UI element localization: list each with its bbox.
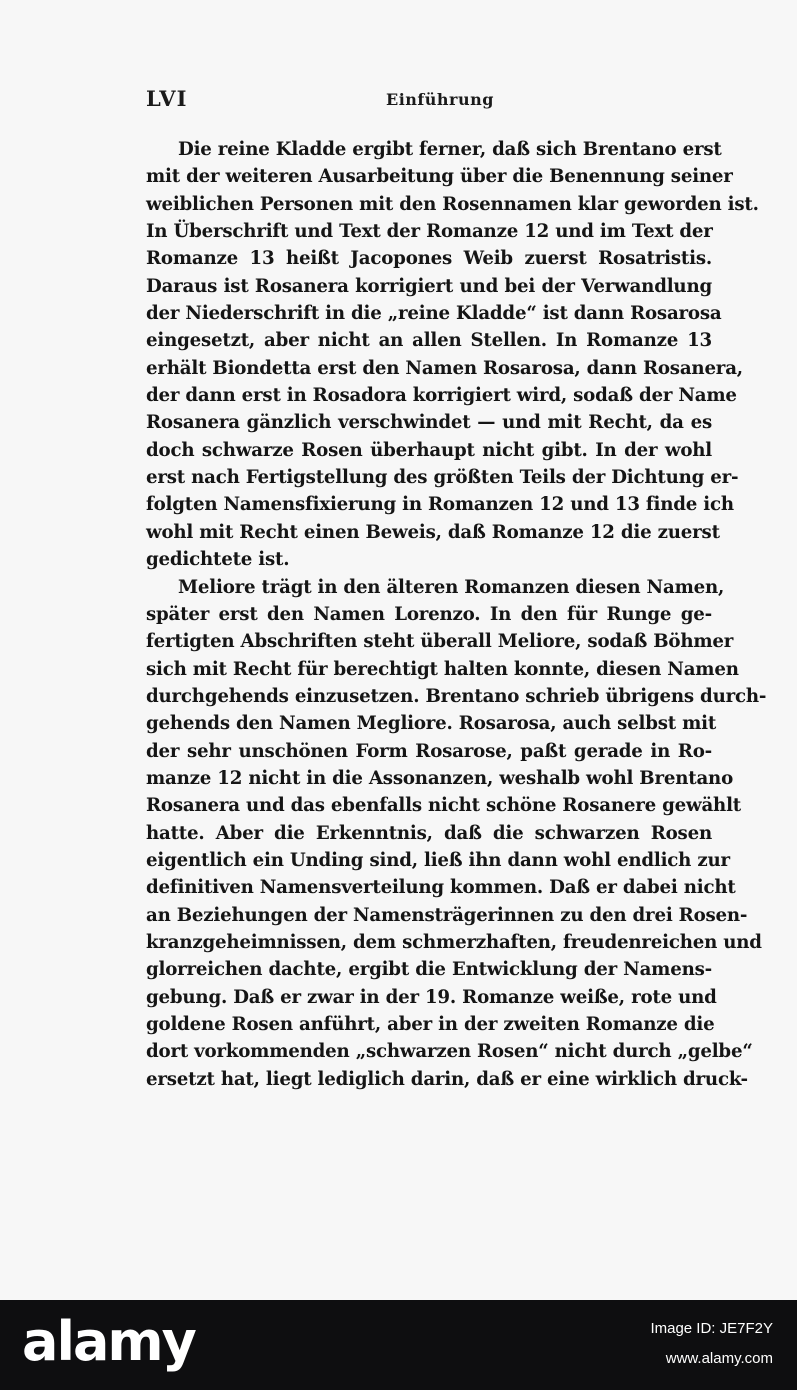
text-line: an Beziehungen der Namensträgerinnen zu den drei Rosen- (146, 904, 748, 926)
text-line: hatte. Aber die Erkenntnis, daß die schwarzen Rosen (146, 822, 712, 844)
banner-url: www.alamy.com (665, 1350, 773, 1367)
text-line: wohl mit Recht einen Beweis, daß Romanze 12 die zuerst (146, 521, 720, 543)
running-head (146, 86, 706, 116)
text-line: gebung. Daß er zwar in der 19. Romanze weiße, rote und (146, 986, 717, 1008)
text-line: manze 12 nicht in die Assonanzen, weshalb wohl Brentano (146, 767, 733, 789)
text-line: später erst den Namen Lorenzo. In den für Runge ge- (146, 603, 712, 625)
alamy-logo: alamy (22, 1310, 195, 1373)
watermark-banner (0, 1300, 797, 1390)
text-line: Daraus ist Rosanera korrigiert und bei der Verwandlung (146, 275, 712, 297)
text-line: erhält Biondetta erst den Namen Rosarosa, dann Rosanera, (146, 357, 743, 379)
paragraph (146, 136, 759, 574)
text-line: doch schwarze Rosen überhaupt nicht gibt. In der wohl (146, 439, 712, 461)
text-line: Die reine Kladde ergibt ferner, daß sich Brentano erst (178, 139, 722, 160)
text-line: Rosanera gänzlich verschwindet — und mit Recht, da es (146, 412, 712, 434)
text-line: der Niederschrift in die „reine Kladde“ ist dann Rosarosa (146, 303, 722, 325)
text-line: kranzgeheimnissen, dem schmerzhaften, freudenreichen und (146, 931, 762, 953)
text-line: ersetzt hat, liegt lediglich darin, daß er eine wirklich druck- (146, 1068, 748, 1090)
text-line: sich mit Recht für berechtigt halten konnte, diesen Namen (146, 658, 739, 680)
text-line: mit der weiteren Ausarbeitung über die Benennung seiner (146, 166, 733, 188)
body-text (146, 136, 767, 1093)
page-number: LVI (146, 86, 188, 111)
text-line: weiblichen Personen mit den Rosennamen klar geworden ist. (146, 193, 759, 215)
text-line: gehends den Namen Megliore. Rosarosa, auch selbst mit (146, 713, 717, 735)
text-line: der sehr unschönen Form Rosarose, paßt gerade in Ro- (146, 740, 712, 762)
text-line: folgten Namensfixierung in Romanzen 12 und 13 finde ich (146, 494, 734, 516)
paragraphs (146, 136, 767, 1093)
text-line: definitiven Namensverteilung kommen. Daß er dabei nicht (146, 877, 736, 899)
text-line: der dann erst in Rosadora korrigiert wird, sodaß der Name (146, 385, 737, 407)
image-id-label: Image ID: JE7F2Y (650, 1320, 773, 1337)
text-line: In Überschrift und Text der Romanze 12 und im Text der (146, 221, 713, 243)
text-line: glorreichen dachte, ergibt die Entwicklung der Namens- (146, 959, 712, 981)
text-line: gedichtete ist. (146, 549, 290, 571)
text-line: Meliore trägt in den älteren Romanzen diesen Namen, (178, 576, 725, 598)
text-line: Rosanera und das ebenfalls nicht schöne Rosanere gewählt (146, 795, 741, 817)
paragraph (146, 574, 767, 1094)
section-title: Einführung (386, 90, 494, 109)
text-line: Romanze 13 heißt Jacopones Weib zuerst Rosatristis. (146, 248, 712, 270)
text-line: durchgehends einzusetzen. Brentano schrieb übrigens durch- (146, 685, 767, 707)
text-line: eingesetzt, aber nicht an allen Stellen. In Romanze 13 (146, 330, 712, 352)
text-line: goldene Rosen anführt, aber in der zweiten Romanze die (146, 1014, 715, 1035)
text-line: fertigten Abschriften steht überall Meliore, sodaß Böhmer (146, 631, 734, 653)
text-line: dort vorkommenden „schwarzen Rosen“ nicht durch „gelbe“ (146, 1041, 753, 1063)
text-line: erst nach Fertigstellung des größten Teils der Dichtung er- (146, 467, 739, 489)
text-line: eigentlich ein Unding sind, ließ ihn dann wohl endlich zur (146, 849, 730, 871)
